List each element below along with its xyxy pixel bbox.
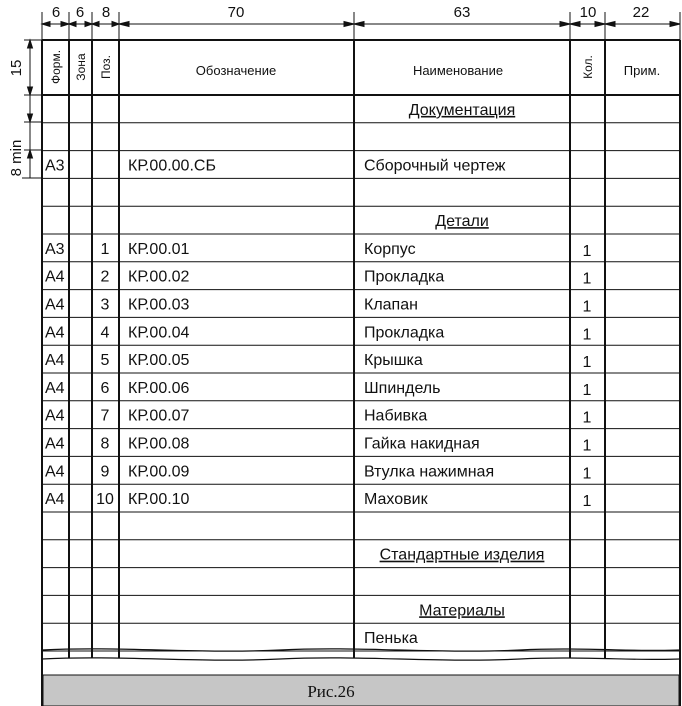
cell-designation: КР.00.08 [128, 435, 190, 453]
cell-format: А4 [45, 407, 65, 425]
column-dimension-labels [52, 4, 650, 21]
table-row [45, 408, 592, 427]
cell-quantity: 1 [582, 242, 592, 260]
header-format: Форм. [49, 49, 63, 85]
table-row [45, 491, 592, 510]
cell-format: А4 [45, 268, 65, 286]
table-row [45, 324, 592, 343]
header-quantity: Кол. [581, 55, 595, 79]
table-row [419, 602, 505, 619]
cell-format: А3 [45, 240, 65, 258]
cell-position: 4 [100, 324, 110, 342]
cell-designation: КР.00.02 [128, 268, 190, 286]
cell-designation: КР.00.01 [128, 240, 190, 258]
header-designation: Обозначение [195, 63, 277, 78]
header-position: Поз. [99, 55, 113, 79]
table-row [45, 380, 592, 399]
cell-name: Клапан [364, 296, 418, 314]
cell-name: Прокладка [364, 324, 445, 342]
cell-format: А4 [45, 352, 65, 370]
cell-name: Маховик [364, 491, 428, 509]
dim-zone-width: 6 [75, 4, 85, 21]
cell-quantity: 1 [582, 354, 592, 372]
dim-note-width: 22 [632, 4, 650, 21]
table-row [380, 547, 545, 564]
section-title: Детали [435, 213, 489, 231]
cell-designation: КР.00.07 [128, 407, 190, 425]
cell-quantity: 1 [582, 298, 592, 316]
cell-position: 5 [100, 352, 110, 370]
cell-format: А4 [45, 324, 65, 342]
cell-format: А4 [45, 463, 65, 481]
cell-designation: КР.00.10 [128, 491, 190, 509]
cell-name: Набивка [364, 407, 428, 425]
table-row [45, 436, 592, 455]
cell-quantity: 1 [582, 493, 592, 511]
table-row [364, 630, 418, 647]
cell-position: 3 [100, 296, 110, 314]
cell-format: А4 [45, 435, 65, 453]
cell-designation: КР.00.00.СБ [128, 157, 216, 175]
dim-designation-width: 70 [227, 4, 245, 21]
caption-bar [43, 675, 679, 706]
table-row [409, 102, 515, 119]
dim-quantity-width: 10 [579, 4, 597, 21]
cell-quantity: 1 [582, 437, 592, 455]
dim-name-width: 63 [453, 4, 471, 21]
figure-caption: Рис.26 [307, 682, 355, 701]
cell-name: Прокладка [364, 268, 445, 286]
cell-name: Гайка накидная [364, 435, 480, 453]
table-row [435, 213, 489, 230]
cell-format: А4 [45, 379, 65, 397]
section-title: Материалы [419, 602, 505, 620]
cell-position: 8 [100, 435, 110, 453]
cell-name: Втулка нажимная [364, 463, 495, 481]
cell-name: Пенька [364, 630, 418, 648]
dim-header-height: 15 [8, 59, 25, 77]
cell-name: Крышка [364, 352, 423, 370]
cell-position: 10 [96, 491, 114, 509]
dim-format-width: 6 [51, 4, 61, 21]
cell-name: Сборочный чертеж [364, 157, 506, 175]
cell-position: 1 [100, 240, 110, 258]
cell-quantity: 1 [582, 270, 592, 288]
dim-position-width: 8 [101, 4, 111, 21]
cell-quantity: 1 [582, 381, 592, 399]
table-row [45, 297, 592, 316]
cell-format: А4 [45, 491, 65, 509]
row-grid-lines [42, 95, 680, 651]
section-title: Документация [408, 101, 516, 119]
dim-row-height: 8 min [8, 139, 25, 177]
cell-format: А4 [45, 296, 65, 314]
cell-quantity: 1 [582, 326, 592, 344]
header-name: Наименование [412, 63, 504, 78]
table-row [45, 269, 592, 288]
cell-designation: КР.00.09 [128, 463, 190, 481]
cell-format: А3 [45, 157, 65, 175]
cell-position: 6 [100, 379, 110, 397]
table-row [45, 241, 592, 260]
table-row [45, 463, 592, 482]
cell-position: 2 [100, 268, 110, 286]
cell-name: Шпиндель [364, 379, 441, 397]
row-dimension-lines [22, 40, 42, 178]
header-note: Прим. [623, 63, 661, 78]
cell-designation: КР.00.03 [128, 296, 190, 314]
cell-designation: КР.00.06 [128, 379, 190, 397]
table-row [45, 158, 506, 175]
cell-name: Корпус [364, 240, 416, 258]
cell-quantity: 1 [582, 409, 592, 427]
table-row [45, 352, 592, 371]
cell-designation: КР.00.04 [128, 324, 190, 342]
cell-quantity: 1 [582, 465, 592, 483]
table-body [45, 102, 592, 647]
header-zone: Зона [74, 53, 88, 81]
cell-position: 7 [100, 407, 110, 425]
cell-designation: КР.00.05 [128, 352, 190, 370]
cell-position: 9 [100, 463, 110, 481]
section-title: Стандартные изделия [379, 546, 545, 564]
